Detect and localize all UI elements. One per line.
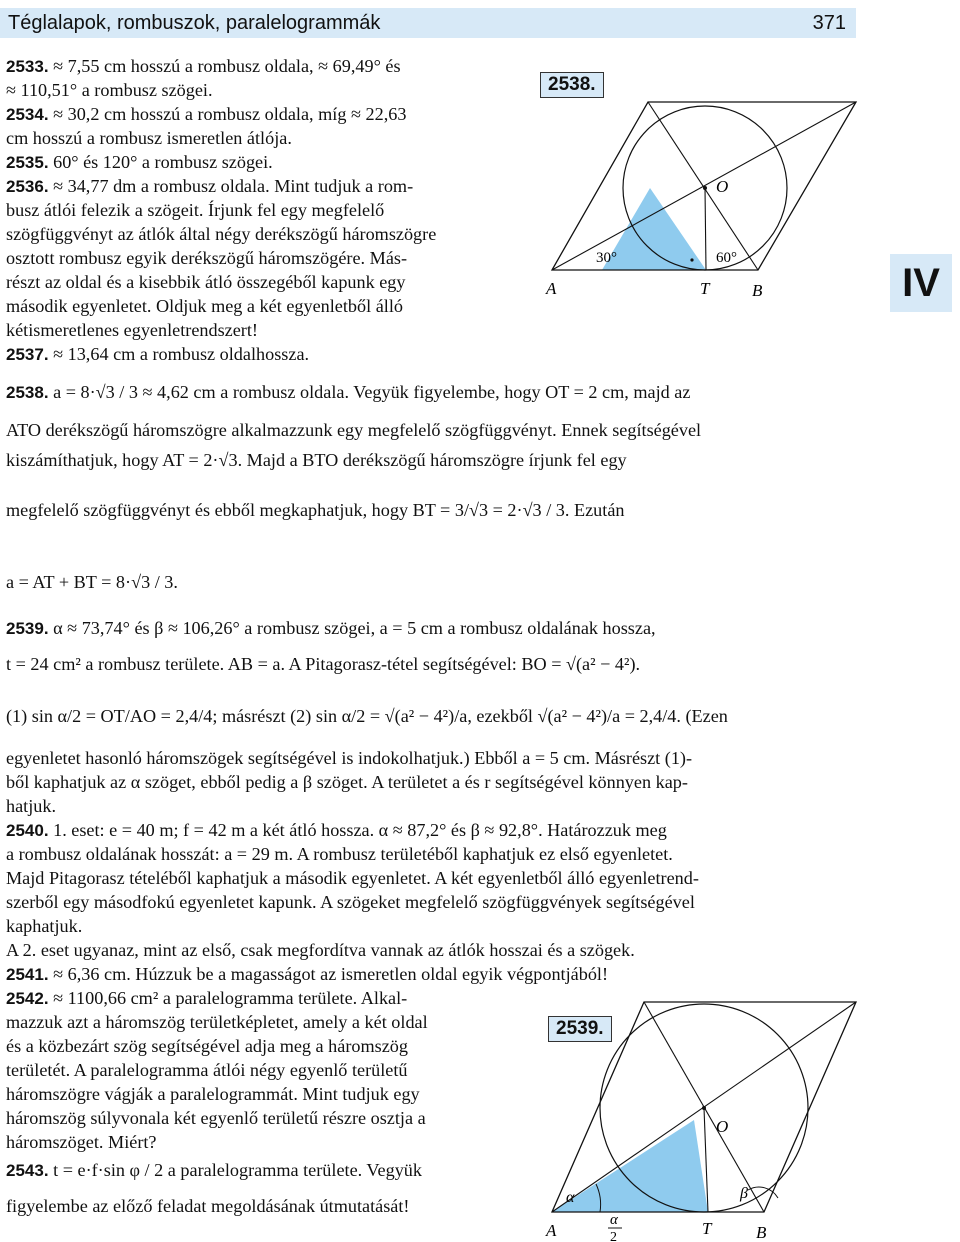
line-text: háromszög súlyvonala két egyenlő területű részre osztja a bbox=[6, 1108, 426, 1128]
half-alpha-denominator: 2 bbox=[610, 1230, 617, 1242]
line-text: egyenletet hasonló háromszögek segítségével is indokolhatjuk.) Ebből a = 5 cm. Másrészt (1)- bbox=[6, 748, 693, 768]
problem-number: 2539. bbox=[6, 619, 49, 638]
running-header bbox=[0, 8, 856, 38]
text-line bbox=[6, 318, 258, 342]
line-text: mazzuk azt a háromszög területképletet, amely a két oldal bbox=[6, 1012, 428, 1032]
label-A: A bbox=[546, 279, 557, 298]
text-line bbox=[6, 938, 635, 962]
problem-number: 2533. bbox=[6, 57, 49, 76]
angle-30: 30° bbox=[596, 250, 617, 266]
text-line bbox=[6, 704, 728, 728]
label-B: B bbox=[752, 281, 763, 300]
line-text: szögfüggvényt az átlók által négy derékszögű háromszögre bbox=[6, 224, 437, 244]
problem-number: 2542. bbox=[6, 989, 49, 1008]
text-line bbox=[6, 890, 695, 914]
line-text: részt az oldal és a kisebbik átló összegéből kapunk egy bbox=[6, 272, 406, 292]
text-line bbox=[6, 986, 407, 1011]
figure-2538 bbox=[540, 100, 860, 300]
line-text: ≈ 7,55 cm hosszú a rombusz oldala, ≈ 69,49° és bbox=[48, 56, 401, 76]
text-line bbox=[6, 448, 627, 472]
line-text: figyelembe az előző feladat megoldásának útmutatását! bbox=[6, 1196, 410, 1216]
label-T: T bbox=[702, 1219, 712, 1238]
chapter-title: Téglalapok, rombuszok, paralelogrammák bbox=[8, 12, 381, 34]
line-text: (1) sin α/2 = OT/AO = 2,4/4; másrészt (2) sin α/2 = √(a² − 4²)/a, ezekből √(a² − 4²)/a = 2,4/4. (Ezen bbox=[6, 706, 728, 726]
label-beta: β bbox=[740, 1185, 748, 1202]
line-text: 60° és 120° a rombusz szögei. bbox=[48, 152, 273, 172]
line-text: kaphatjuk. bbox=[6, 916, 83, 936]
line-text: megfelelő szögfüggvényt és ebből megkaphatjuk, hogy BT = 3/√3 = 2·√3 / 3. Ezután bbox=[6, 500, 625, 520]
line-text: ≈ 110,51° a rombusz szögei. bbox=[6, 80, 213, 100]
angle-60: 60° bbox=[716, 250, 737, 266]
right-angle-dot bbox=[690, 258, 693, 261]
text-line bbox=[6, 1058, 408, 1082]
shaded-triangle bbox=[602, 188, 706, 270]
line-text: ≈ 6,36 cm. Húzzuk be a magasságot az ismeretlen oldal egyik végpontjából! bbox=[48, 964, 609, 984]
text-line bbox=[6, 150, 273, 175]
text-line bbox=[6, 1082, 420, 1106]
figure-2539-badge: 2539. bbox=[548, 1016, 612, 1042]
text-line bbox=[6, 962, 608, 987]
figure-2538-badge: 2538. bbox=[540, 72, 604, 98]
text-line bbox=[6, 246, 407, 270]
text-line bbox=[6, 380, 690, 405]
text-line bbox=[6, 498, 624, 522]
text-line bbox=[6, 866, 699, 890]
text-line bbox=[6, 270, 406, 294]
page-number: 371 bbox=[812, 12, 846, 34]
text-line bbox=[6, 126, 292, 150]
text-line bbox=[6, 818, 667, 843]
text-line bbox=[6, 1130, 157, 1154]
line-text: ≈ 34,77 dm a rombusz oldala. Mint tudjuk a rom- bbox=[48, 176, 414, 196]
text-line bbox=[6, 1158, 422, 1183]
text-line bbox=[6, 342, 309, 367]
text-line bbox=[6, 842, 673, 866]
shaded-triangle bbox=[552, 1120, 708, 1212]
label-alpha: α bbox=[566, 1189, 575, 1206]
label-O: O bbox=[716, 177, 729, 196]
text-line bbox=[6, 174, 413, 199]
line-text: háromszöget. Miért? bbox=[6, 1132, 157, 1152]
line-text: Majd Pitagorasz tételéből kaphatjuk a második egyenletet. A két egyenletből álló egyenletrend- bbox=[6, 868, 699, 888]
text-line bbox=[6, 54, 401, 79]
problem-number: 2536. bbox=[6, 177, 49, 196]
text-line bbox=[6, 652, 640, 676]
line-text: ≈ 13,64 cm a rombusz oldalhossza. bbox=[48, 344, 310, 364]
text-line bbox=[6, 1194, 409, 1218]
line-text: osztott rombusz egyik derékszögű háromszögére. Más- bbox=[6, 248, 408, 268]
section-tag: IV bbox=[890, 254, 952, 312]
center-point bbox=[703, 186, 707, 190]
half-alpha-numerator: α bbox=[610, 1212, 618, 1228]
problem-number: 2535. bbox=[6, 153, 49, 172]
text-line bbox=[6, 418, 701, 442]
line-text: cm hosszú a rombusz ismeretlen átlója. bbox=[6, 128, 292, 148]
text-line bbox=[6, 570, 178, 594]
text-line bbox=[6, 294, 403, 318]
line-text: 1. eset: e = 40 m; f = 42 m a két átló hossza. α ≈ 87,2° és β ≈ 92,8°. Határozzuk meg bbox=[48, 820, 667, 840]
line-text: a = 8·√3 / 3 ≈ 4,62 cm a rombusz oldala. Vegyük figyelembe, hogy OT = 2 cm, majd az bbox=[48, 382, 691, 402]
label-T: T bbox=[700, 279, 710, 298]
line-text: ATO derékszögű háromszögre alkalmazzunk egy megfelelő szögfüggvényt. Ennek segítségével bbox=[6, 420, 702, 440]
line-text: kétismeretlenes egyenletrendszert! bbox=[6, 320, 258, 340]
line-text: ≈ 1100,66 cm² a paralelogramma területe. Alkal- bbox=[48, 988, 408, 1008]
label-A: A bbox=[546, 1221, 557, 1240]
text-line bbox=[6, 746, 692, 770]
figure-2539 bbox=[540, 1000, 860, 1242]
line-text: α ≈ 73,74° és β ≈ 106,26° a rombusz szögei, a = 5 cm a rombusz oldalának hossza, bbox=[48, 618, 656, 638]
text-line bbox=[6, 794, 56, 818]
problem-number: 2537. bbox=[6, 345, 49, 364]
line-text: szerből egy másodfokú egyenletet kapunk. A szögeket megfelelő szögfüggvények segítségével bbox=[6, 892, 695, 912]
line-text: és a közbezárt szög segítségével adja meg a háromszög bbox=[6, 1036, 408, 1056]
text-line bbox=[6, 102, 406, 127]
text-line bbox=[6, 914, 82, 938]
line-text: busz átlói felezik a szögeit. Írjunk fel egy megfelelő bbox=[6, 200, 385, 220]
text-line bbox=[6, 1010, 428, 1034]
problem-number: 2534. bbox=[6, 105, 49, 124]
text-line bbox=[6, 78, 213, 102]
text-line bbox=[6, 198, 384, 222]
line-text: hatjuk. bbox=[6, 796, 57, 816]
text-line bbox=[6, 1034, 408, 1058]
problem-number: 2538. bbox=[6, 383, 49, 402]
line-text: t = e·f·sin φ / 2 a paralelogramma területe. Vegyük bbox=[48, 1160, 422, 1180]
center-point bbox=[702, 1106, 706, 1110]
problem-number: 2540. bbox=[6, 821, 49, 840]
line-text: t = 24 cm² a rombusz területe. AB = a. A Pitagorasz-tétel segítségével: BO = √(a² − 4²). bbox=[6, 654, 641, 674]
line-text: A 2. eset ugyanaz, mint az első, csak megfordítva vannak az átlók hosszai és a szögek. bbox=[6, 940, 635, 960]
problem-number: 2541. bbox=[6, 965, 49, 984]
line-text: háromszögre vágják a paralelogrammát. Mint tudjuk egy bbox=[6, 1084, 420, 1104]
long-diagonal bbox=[552, 102, 856, 270]
line-text: a = AT + BT = 8·√3 / 3. bbox=[6, 572, 178, 592]
label-O: O bbox=[716, 1117, 729, 1136]
text-line bbox=[6, 616, 656, 641]
line-text: ≈ 30,2 cm hosszú a rombusz oldala, míg ≈ 22,63 bbox=[48, 104, 407, 124]
text-line bbox=[6, 1106, 426, 1130]
problem-number: 2543. bbox=[6, 1161, 49, 1180]
line-text: a rombusz oldalának hosszát: a = 29 m. A rombusz területéből kaphatjuk ez első egyenletet. bbox=[6, 844, 673, 864]
text-line bbox=[6, 770, 688, 794]
label-B: B bbox=[756, 1223, 767, 1242]
line-text: ből kaphatjuk az α szöget, ebből pedig a β szöget. A területet a és r segítségével könnyen kap- bbox=[6, 772, 688, 792]
line-text: kiszámíthatjuk, hogy AT = 2·√3. Majd a BTO derékszögű háromszögre írjunk fel egy bbox=[6, 450, 627, 470]
line-text: második egyenletet. Oldjuk meg a két egyenletből álló bbox=[6, 296, 403, 316]
radius-OT bbox=[705, 188, 706, 270]
line-text: területét. A paralelogramma átlói négy egyenlő területű bbox=[6, 1060, 408, 1080]
text-line bbox=[6, 222, 436, 246]
